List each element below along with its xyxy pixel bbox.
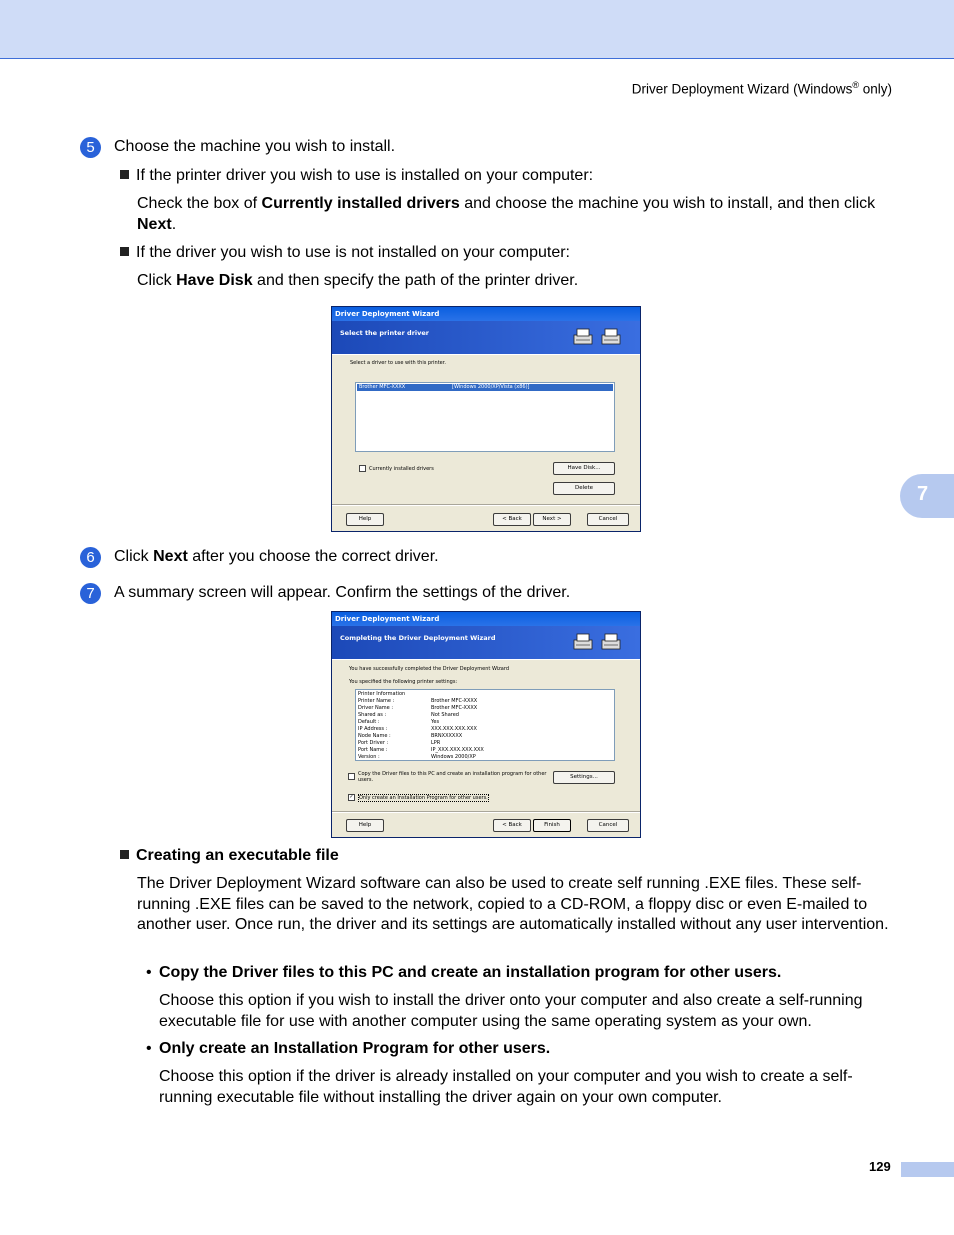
header-band xyxy=(0,0,954,59)
dialog-header xyxy=(332,321,640,355)
footer-bar xyxy=(901,1162,954,1177)
delete-button[interactable]: Delete xyxy=(553,482,615,495)
only-create-label: Only create an Installation Program for other users. xyxy=(359,795,488,801)
instruction-label: Select a driver to use with this printer. xyxy=(350,360,446,366)
info-value: BRNXXXXXX xyxy=(431,733,463,739)
bullet-not-installed: If the driver you wish to use is not installed on your computer: xyxy=(120,243,570,264)
success-text: You have successfully completed the Driver Deployment Wizard xyxy=(349,666,509,672)
info-value: Brother MFC-XXXX xyxy=(431,705,478,711)
step-text: A summary screen will appear. Confirm the settings of the driver. xyxy=(114,584,571,601)
cancel-button[interactable]: Cancel xyxy=(587,513,629,526)
cancel-button[interactable]: Cancel xyxy=(587,819,629,832)
printer-icon xyxy=(600,632,622,652)
info-value: Yes xyxy=(431,719,440,725)
printer-info-box xyxy=(355,689,615,761)
bullet-installed-detail: Check the box of Currently installed drivers and choose the machine you wish to install, and then click Next. xyxy=(137,195,876,233)
currently-installed-checkbox[interactable] xyxy=(359,465,366,472)
option-2-body: Choose this option if the driver is already installed on your computer and you wish to create a self-running executable file without installing the driver again on your own computer. xyxy=(159,1068,853,1106)
info-key: Shared as : xyxy=(358,712,387,718)
running-head: Driver Deployment Wizard (Windows® only) xyxy=(631,80,892,97)
info-value: Windows 2000/XP xyxy=(431,754,476,760)
dialog-heading: Completing the Driver Deployment Wizard xyxy=(340,634,496,642)
square-bullet-icon xyxy=(120,850,129,859)
info-key: Default : xyxy=(358,719,380,725)
option-2-title: Only create an Installation Program for other users. xyxy=(159,1040,551,1057)
printer-icon xyxy=(600,327,622,347)
dialog-title: Driver Deployment Wizard xyxy=(332,307,640,321)
driver-list-item[interactable]: Brother MFC-XXXX [Windows 2000/XP/Vista (x86)] xyxy=(357,384,613,391)
step-number: 5 xyxy=(80,137,101,158)
square-bullet-icon xyxy=(120,247,129,256)
select-driver-dialog xyxy=(331,306,641,532)
help-button[interactable]: Help xyxy=(346,819,384,832)
copy-driver-checkbox[interactable] xyxy=(348,773,355,780)
info-key: Version : xyxy=(358,754,380,760)
option-bullet: • xyxy=(146,964,152,981)
info-value: Not Shared xyxy=(431,712,459,718)
info-value: XXX.XXX.XXX.XXX xyxy=(431,726,477,732)
info-key: IP Address : xyxy=(358,726,388,732)
info-key: Port Name : xyxy=(358,747,388,753)
dialog-heading: Select the printer driver xyxy=(340,329,429,337)
copy-driver-label: Copy the Driver files to this PC and create an installation program for other users. xyxy=(358,771,547,783)
completing-wizard-dialog xyxy=(331,611,641,838)
dialog-header xyxy=(332,626,640,660)
step-number: 7 xyxy=(80,583,101,604)
square-bullet-icon xyxy=(120,170,129,179)
info-key: Printer Name : xyxy=(358,698,395,704)
printer-icon xyxy=(572,632,594,652)
chapter-tab: 7 xyxy=(900,474,954,518)
back-button[interactable]: < Back xyxy=(493,513,531,526)
option-1-title: Copy the Driver files to this PC and create an installation program for other users. xyxy=(159,964,782,981)
step-text: Click Next after you choose the correct driver. xyxy=(114,548,439,565)
only-create-checkbox[interactable]: ✓ xyxy=(349,794,354,800)
bullet-not-installed-detail: Click Have Disk and then specify the path of the printer driver. xyxy=(137,272,579,289)
printer-icon xyxy=(572,327,594,347)
next-button[interactable]: Next > xyxy=(533,513,571,526)
checkbox-label: Currently installed drivers xyxy=(369,466,434,472)
option-bullet: • xyxy=(146,1040,152,1057)
info-key: Driver Name : xyxy=(358,705,393,711)
divider xyxy=(332,504,640,506)
have-disk-button[interactable]: Have Disk... xyxy=(553,462,615,475)
help-button[interactable]: Help xyxy=(346,513,384,526)
page-number: 129 xyxy=(869,1159,891,1174)
info-key: Port Driver : xyxy=(358,740,389,746)
settings-intro: You specified the following printer settings: xyxy=(349,679,458,685)
info-key: Node Name : xyxy=(358,733,391,739)
step-text: Choose the machine you wish to install. xyxy=(114,138,396,155)
back-button[interactable]: < Back xyxy=(493,819,531,832)
info-value: Brother MFC-XXXX xyxy=(431,698,478,704)
section-heading: Creating an executable file xyxy=(120,846,339,867)
divider xyxy=(332,811,640,813)
step-number: 6 xyxy=(80,547,101,568)
settings-button[interactable]: Settings... xyxy=(553,771,615,784)
info-header: Printer Information xyxy=(358,691,406,697)
info-value: IP_XXX.XXX.XXX.XXX xyxy=(431,747,484,753)
option-1-body: Choose this option if you wish to install the driver onto your computer and also create a self-running executable file for use with another computer using the same operating system as your own. xyxy=(159,992,863,1030)
section-body: The Driver Deployment Wizard software can also be used to create self running .EXE files. These self-running .EXE files can be saved to the network, copied to a CD-ROM, a floppy disc or even E-mailed to another user. Once run, the driver and its settings are automatically installed without any user intervention. xyxy=(137,875,889,933)
dialog-title: Driver Deployment Wizard xyxy=(332,612,640,626)
finish-button[interactable]: Finish xyxy=(533,819,571,832)
info-value: LPR xyxy=(431,740,441,746)
bullet-installed: If the printer driver you wish to use is installed on your computer: xyxy=(120,166,593,187)
driver-list[interactable] xyxy=(355,382,615,452)
